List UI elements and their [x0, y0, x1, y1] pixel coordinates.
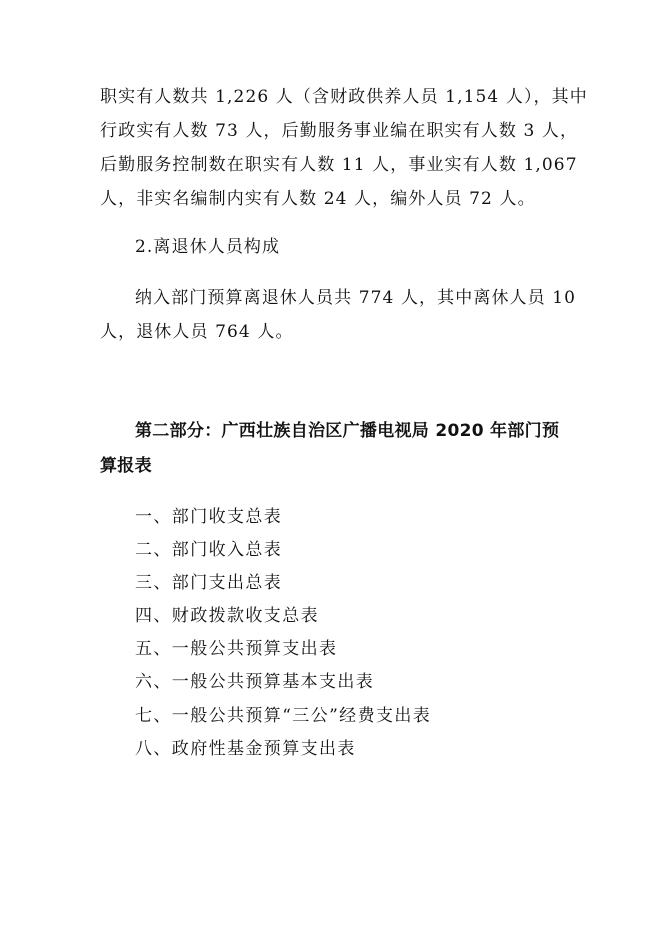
toc-item: 四、财政拨款收支总表 — [135, 606, 319, 626]
toc-item: 一、部门收支总表 — [135, 507, 283, 527]
toc-item: 三、部门支出总表 — [135, 573, 283, 593]
toc-item: 二、部门收入总表 — [135, 540, 283, 560]
toc-item: 六、一般公共预算基本支出表 — [135, 672, 375, 692]
part-two-heading-line: 算报表 — [100, 456, 152, 476]
retiree-section-title: 2.离退休人员构成 — [135, 237, 281, 257]
retiree-paragraph-line: 人，退休人员 764 人。 — [100, 322, 294, 342]
toc-item: 八、政府性基金预算支出表 — [135, 739, 356, 759]
toc-item: 五、一般公共预算支出表 — [135, 639, 338, 659]
toc-item: 七、一般公共预算“三公”经费支出表 — [135, 706, 432, 726]
staff-paragraph-line: 职实有人数共 1,226 人（含财政供养人员 1,154 人），其中 — [100, 87, 588, 107]
staff-paragraph-line: 人，非实名编制内实有人数 24 人，编外人员 72 人。 — [100, 189, 536, 209]
retiree-paragraph-line: 纳入部门预算离退休人员共 774 人，其中离休人员 10 — [135, 288, 577, 308]
staff-paragraph-line: 行政实有人数 73 人，后勤服务事业编在职实有人数 3 人， — [100, 121, 579, 141]
staff-paragraph-line: 后勤服务控制数在职实有人数 11 人，事业实有人数 1,067 — [100, 155, 578, 175]
part-two-heading-line: 第二部分：广西壮族自治区广播电视局 2020 年部门预 — [135, 421, 560, 441]
